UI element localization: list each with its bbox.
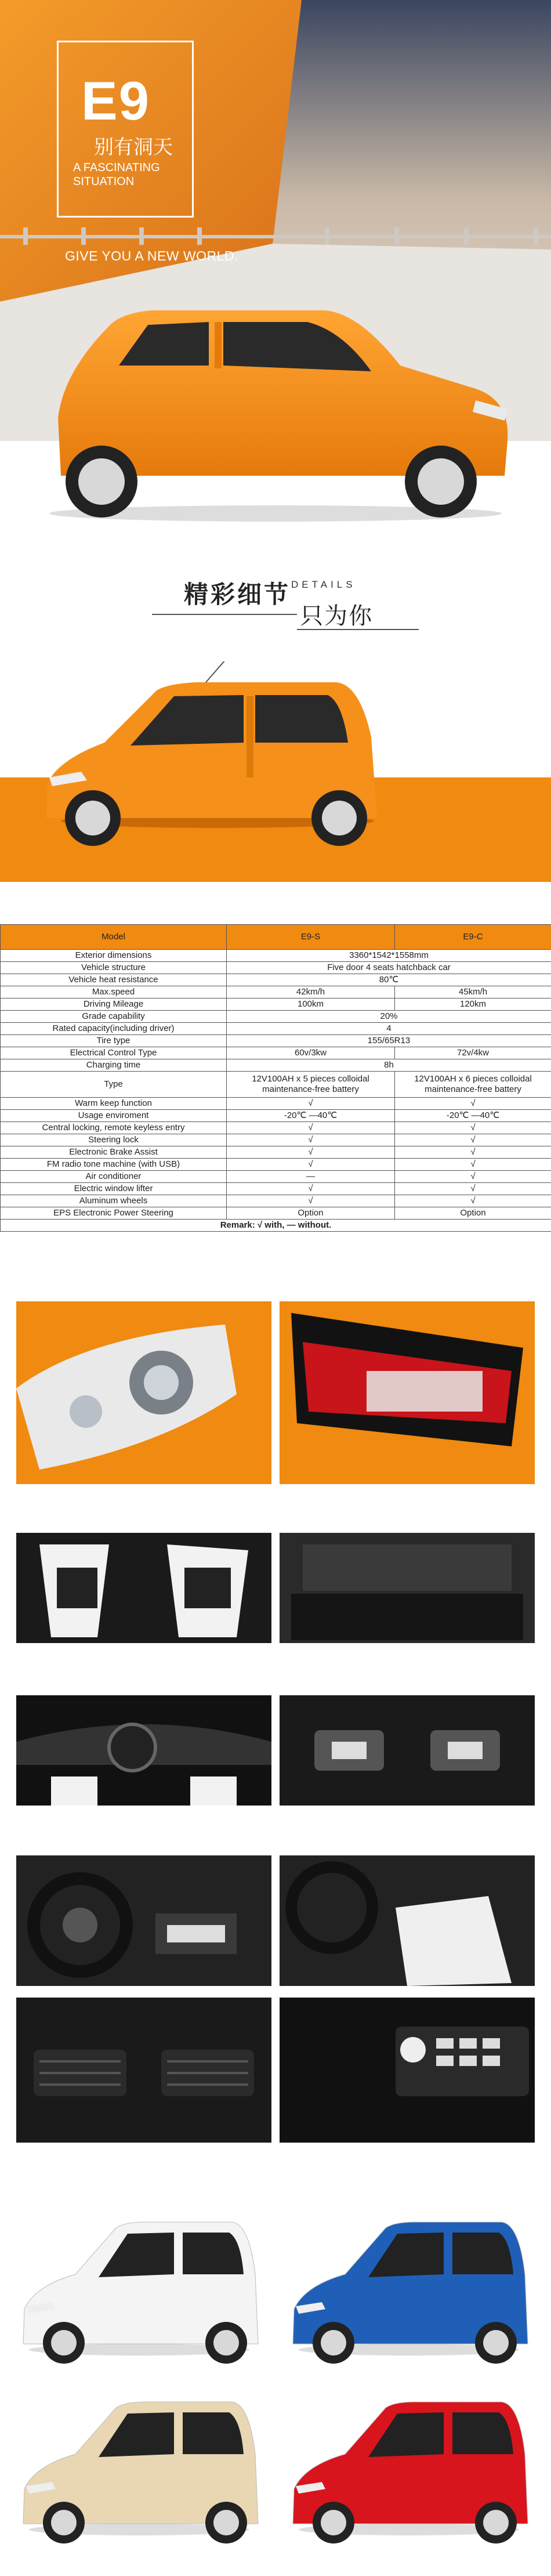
spec-row xyxy=(1,1122,551,1134)
spec-table-wrap xyxy=(0,924,551,1232)
hero-tagline: GIVE YOU A NEW WORLD. xyxy=(65,248,238,263)
spec-label: Warm keep function xyxy=(1,1098,227,1110)
spec-label: Type xyxy=(1,1072,227,1098)
spec-label: Driving Mileage xyxy=(1,998,227,1011)
spec-label: Aluminum wheels xyxy=(1,1195,227,1207)
spec-remark: Remark: √ with, — without. xyxy=(1,1220,551,1232)
taillamp-photo xyxy=(280,1301,535,1484)
spec-label: Grade capability xyxy=(1,1011,227,1023)
spec-row xyxy=(1,1035,551,1047)
spec-row xyxy=(1,986,551,998)
details-heading xyxy=(152,576,419,634)
spec-value-e9s: √ xyxy=(227,1195,395,1207)
spec-value-e9c: √ xyxy=(395,1146,551,1159)
steering-wheel-photo xyxy=(16,1855,271,1986)
side-car-banner xyxy=(0,661,551,882)
spec-label: Tire type xyxy=(1,1035,227,1047)
spec-value-e9c: -20℃ —40℃ xyxy=(395,1110,551,1122)
spec-label: EPS Electronic Power Steering xyxy=(1,1207,227,1220)
spec-label: Electric window lifter xyxy=(1,1183,227,1195)
spec-row xyxy=(1,1047,551,1059)
spec-row xyxy=(1,1159,551,1171)
spec-row xyxy=(1,1146,551,1159)
trunk-photo xyxy=(280,1533,535,1643)
front-seats-photo xyxy=(16,1533,271,1643)
spec-value-e9s: 100km xyxy=(227,998,395,1011)
beige-car xyxy=(12,2385,267,2547)
spec-value: 8h xyxy=(227,1059,551,1072)
hero-banner xyxy=(0,0,551,522)
spec-value-e9c: 12V100AH x 6 pieces colloidal maintenance-free battery xyxy=(395,1072,551,1098)
spec-label: Vehicle heat resistance xyxy=(1,974,227,986)
spec-label: Rated capacity(including driver) xyxy=(1,1023,227,1035)
spec-value-e9s: √ xyxy=(227,1134,395,1146)
spec-label: Electronic Brake Assist xyxy=(1,1146,227,1159)
spec-row xyxy=(1,1023,551,1035)
spec-value-e9c: √ xyxy=(395,1171,551,1183)
spec-label: Air conditioner xyxy=(1,1171,227,1183)
spec-value-e9s: 42km/h xyxy=(227,986,395,998)
spec-value-e9s: 60v/3kw xyxy=(227,1047,395,1059)
spec-value-e9s: 12V100AH x 5 pieces colloidal maintenance-free battery xyxy=(227,1072,395,1098)
hero-model-name: E9 xyxy=(81,70,150,131)
spec-row xyxy=(1,950,551,962)
spec-value: Five door 4 seats hatchback car xyxy=(227,962,551,974)
spec-label: Charging time xyxy=(1,1059,227,1072)
spec-value: 80℃ xyxy=(227,974,551,986)
spec-value-e9c: 45km/h xyxy=(395,986,551,998)
spec-header-row xyxy=(1,925,551,950)
spec-value-e9c: Option xyxy=(395,1207,551,1220)
spec-label: Max.speed xyxy=(1,986,227,998)
interior-seat-photo xyxy=(280,1855,535,1986)
spec-row xyxy=(1,1134,551,1146)
headlamp-photo xyxy=(16,1301,271,1484)
spec-header-e9c: E9-C xyxy=(395,925,551,950)
spec-value-e9s: √ xyxy=(227,1122,395,1134)
spec-value-e9c: √ xyxy=(395,1122,551,1134)
spec-value: 155/65R13 xyxy=(227,1035,551,1047)
spec-row xyxy=(1,1183,551,1195)
details-en-title: DETAILS xyxy=(291,579,356,590)
white-car xyxy=(12,2205,267,2367)
spec-value-e9c: 120km xyxy=(395,998,551,1011)
details-cn-title: 精彩细节 xyxy=(184,580,291,609)
spec-value: 20% xyxy=(227,1011,551,1023)
red-car xyxy=(281,2385,536,2547)
spec-value-e9c: 72v/4kw xyxy=(395,1047,551,1059)
spec-header-model: Model xyxy=(1,925,227,950)
spec-value-e9c: √ xyxy=(395,1134,551,1146)
hero-en-slogan-line1: A FASCINATING xyxy=(73,161,160,174)
spec-label: Electrical Control Type xyxy=(1,1047,227,1059)
spec-row xyxy=(1,1195,551,1207)
spec-label: Steering lock xyxy=(1,1134,227,1146)
heading-rule-left xyxy=(152,614,297,615)
spec-table xyxy=(0,924,551,1232)
hero-en-slogan xyxy=(73,161,189,189)
spec-label: Usage enviroment xyxy=(1,1110,227,1122)
spec-row xyxy=(1,974,551,986)
spec-label: Exterior dimensions xyxy=(1,950,227,962)
details-cn-subtitle: 只为你 xyxy=(300,603,373,629)
center-console-photo xyxy=(280,1998,535,2143)
spec-row xyxy=(1,1072,551,1098)
spec-row xyxy=(1,1110,551,1122)
dashboard-photo xyxy=(16,1695,271,1806)
spec-value-e9c: √ xyxy=(395,1098,551,1110)
hero-cn-slogan: 别有洞天 xyxy=(94,136,173,159)
air-vent-photo xyxy=(16,1998,271,2143)
spec-row xyxy=(1,998,551,1011)
spec-value: 3360*1542*1558mm xyxy=(227,950,551,962)
spec-header-e9s: E9-S xyxy=(227,925,395,950)
spec-row xyxy=(1,1207,551,1220)
spec-label: Central locking, remote keyless entry xyxy=(1,1122,227,1134)
spec-value-e9s: Option xyxy=(227,1207,395,1220)
spec-value-e9s: √ xyxy=(227,1159,395,1171)
spec-row xyxy=(1,1059,551,1072)
spec-value-e9s: — xyxy=(227,1171,395,1183)
spec-row xyxy=(1,1098,551,1110)
hero-en-slogan-line2: SITUATION xyxy=(73,175,135,188)
spec-label: FM radio tone machine (with USB) xyxy=(1,1159,227,1171)
window-switch-photo xyxy=(280,1695,535,1806)
spec-row xyxy=(1,1171,551,1183)
spec-label: Vehicle structure xyxy=(1,962,227,974)
spec-value: 4 xyxy=(227,1023,551,1035)
spec-value-e9c: √ xyxy=(395,1159,551,1171)
spec-value-e9c: √ xyxy=(395,1195,551,1207)
spec-row xyxy=(1,962,551,974)
spec-value-e9s: √ xyxy=(227,1098,395,1110)
spec-value-e9s: √ xyxy=(227,1183,395,1195)
spec-remark-row xyxy=(1,1220,551,1232)
spec-value-e9s: -20℃ —40℃ xyxy=(227,1110,395,1122)
spec-row xyxy=(1,1011,551,1023)
spec-value-e9c: √ xyxy=(395,1183,551,1195)
blue-car xyxy=(281,2205,536,2367)
spec-value-e9s: √ xyxy=(227,1146,395,1159)
